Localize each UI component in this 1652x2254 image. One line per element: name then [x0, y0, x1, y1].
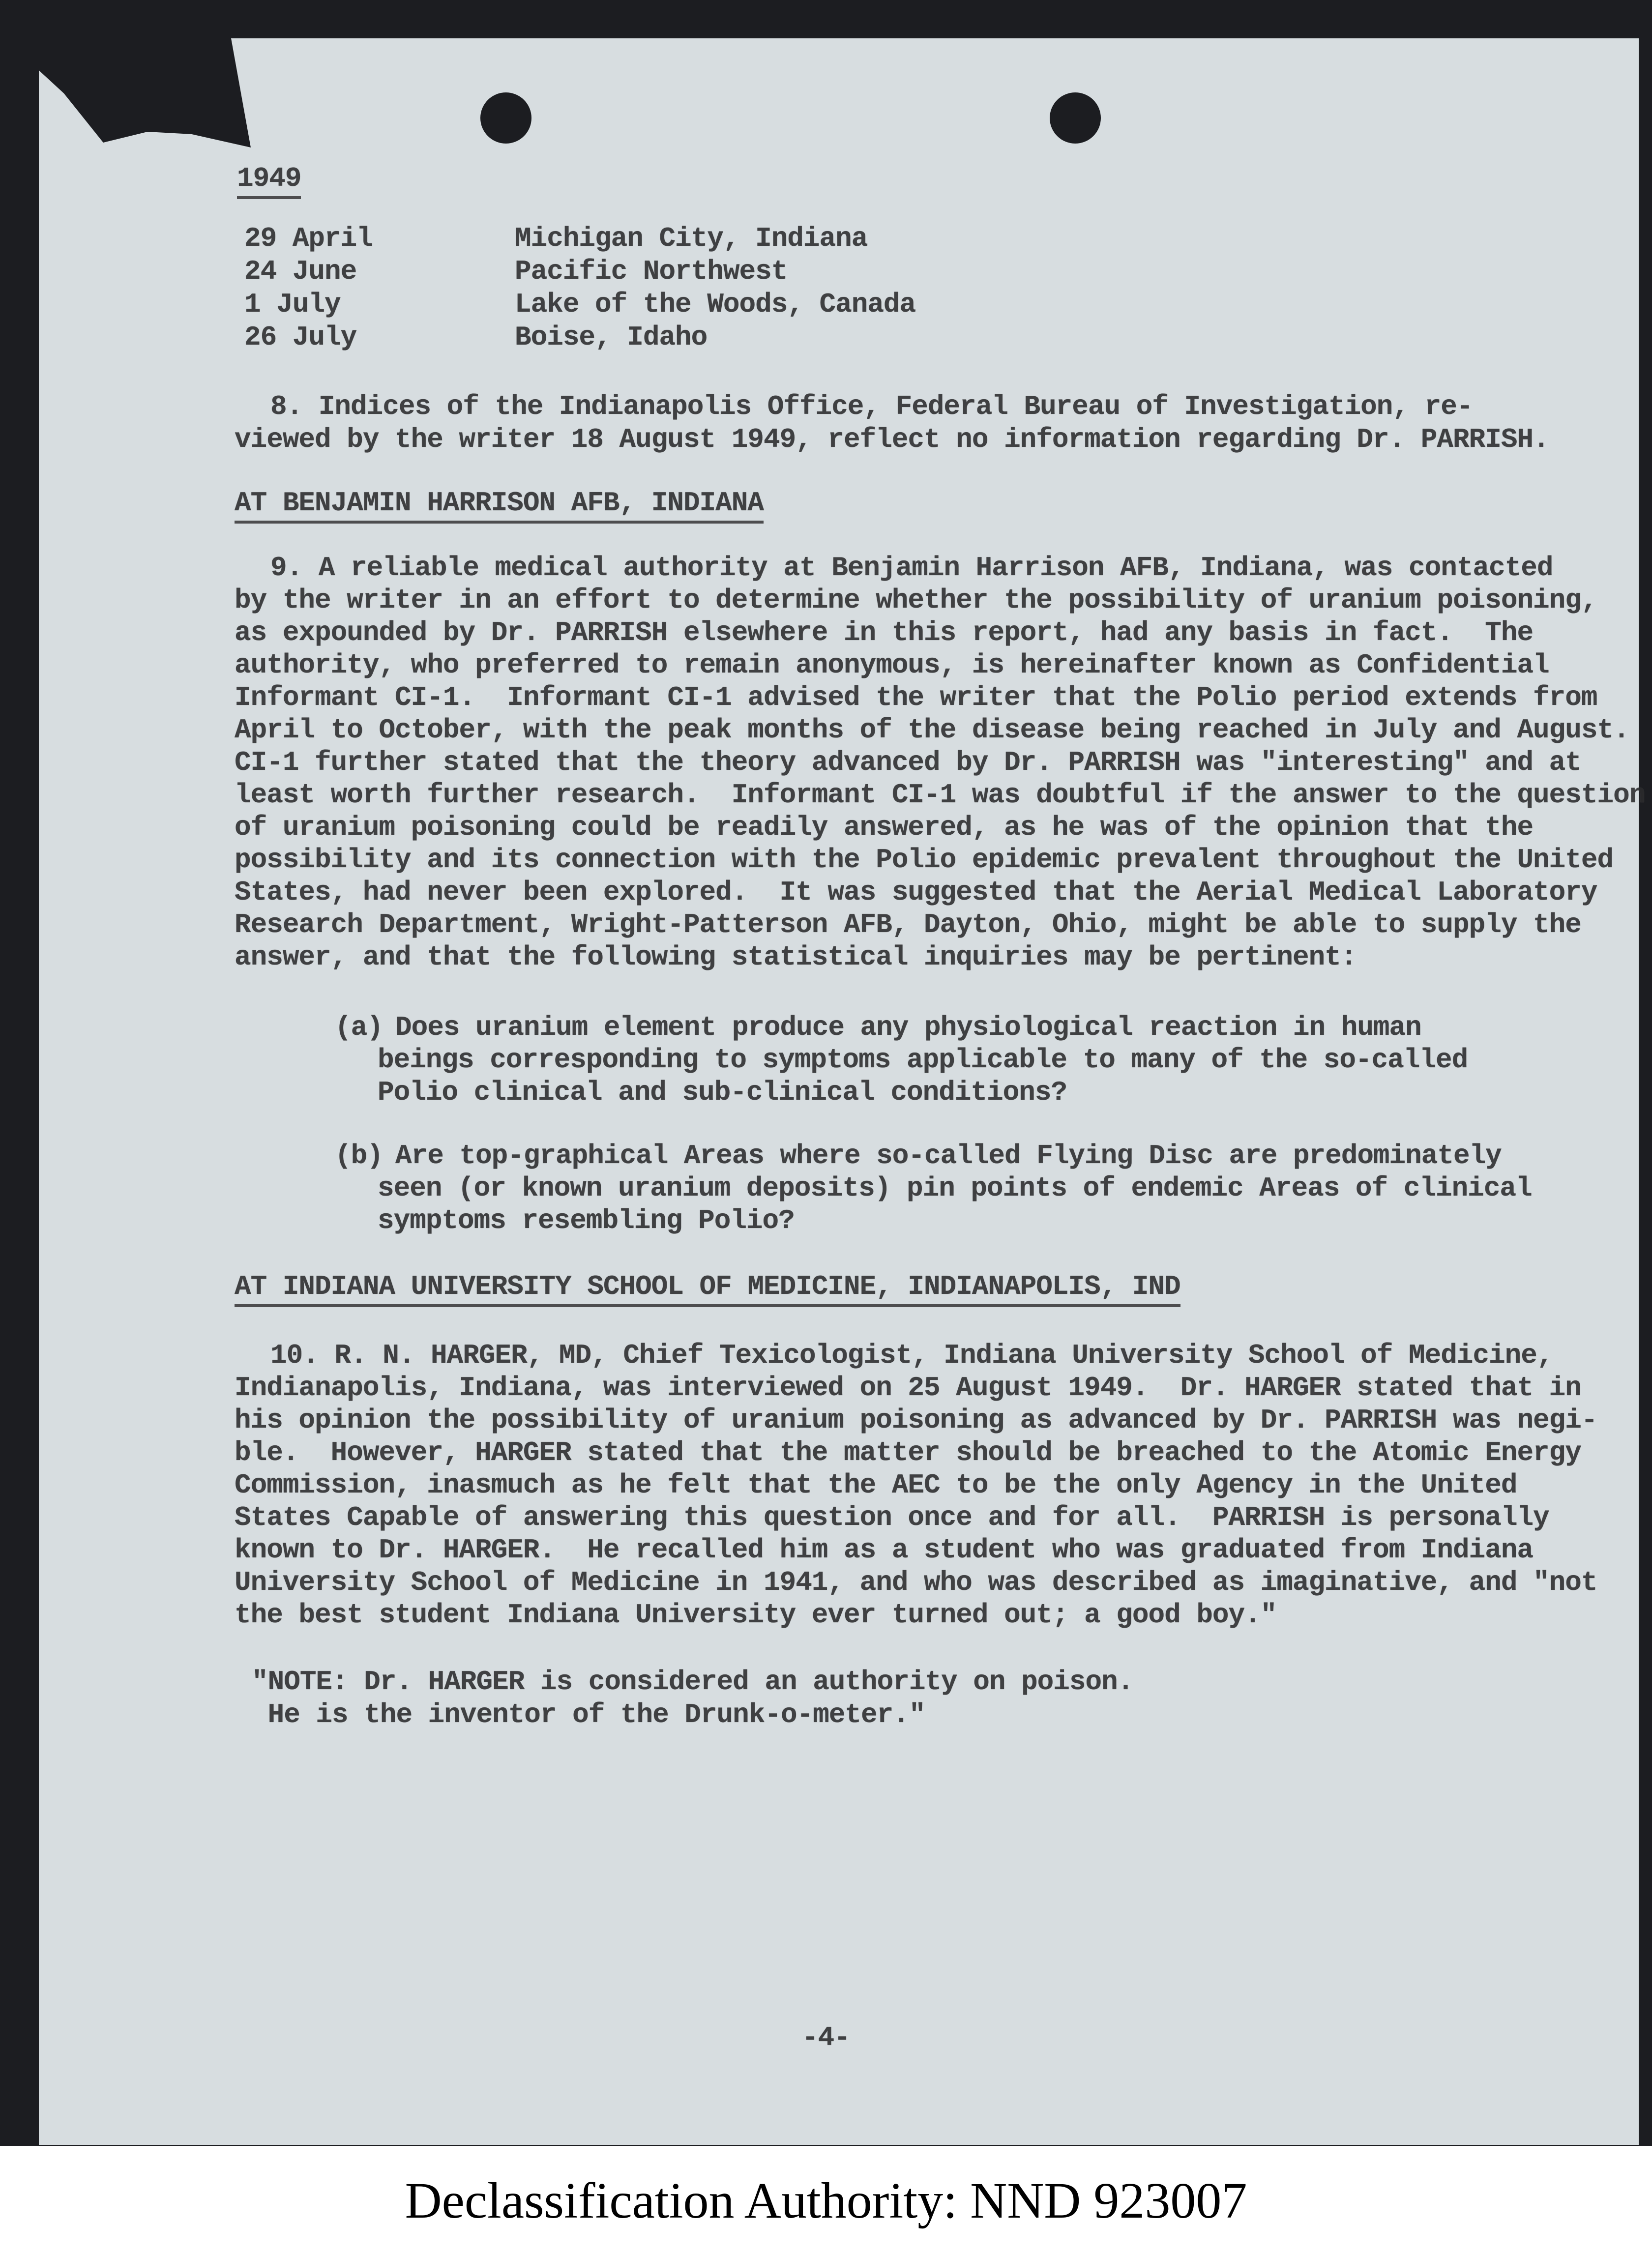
paragraph-9-line: States, had never been explored. It was suggested that the Aerial Medical Laboratory	[235, 877, 1597, 908]
sighting-place: Boise, Idaho	[515, 322, 708, 353]
inquiry-b-label: (b)	[335, 1140, 383, 1171]
inquiry-b-line: symptoms resembling Polio?	[378, 1205, 795, 1236]
inquiry-b-line: seen (or known uranium deposits) pin points of endemic Areas of clinical	[378, 1172, 1532, 1204]
section-heading-indiana-university: AT INDIANA UNIVERSITY SCHOOL OF MEDICINE, INDIANAPOLIS, IND	[235, 1270, 1180, 1307]
paragraph-9-line: by the writer in an effort to determine whether the possibility of uranium poisoning,	[235, 585, 1597, 616]
paragraph-10-line: Commission, inasmuch as he felt that the AEC to be the only Agency in the United	[235, 1469, 1517, 1501]
section-heading-benjamin-harrison: AT BENJAMIN HARRISON AFB, INDIANA	[235, 487, 764, 524]
paragraph-8-line: 8. Indices of the Indianapolis Office, Federal Bureau of Investigation, re-	[270, 391, 1473, 422]
paragraph-10-line: States Capable of answering this question once and for all. PARRISH is personally	[235, 1502, 1549, 1533]
note-line: "NOTE: Dr. HARGER is considered an authority on poison.	[252, 1666, 1134, 1698]
paragraph-9-line: as expounded by Dr. PARRISH elsewhere in this report, had any basis in fact. The	[235, 617, 1534, 648]
sighting-place: Michigan City, Indiana	[515, 223, 868, 254]
sighting-place: Pacific Northwest	[515, 256, 788, 287]
paragraph-10-line: ble. However, HARGER stated that the matter should be breached to the Atomic Energy	[235, 1437, 1581, 1468]
sighting-date: 26 July	[244, 322, 357, 353]
declassification-caption: Declassification Authority: NND 923007	[405, 2172, 1247, 2229]
inquiry-b-line: Are top-graphical Areas where so-called Flying Disc are predominately	[395, 1140, 1502, 1171]
paragraph-10-line: University School of Medicine in 1941, and who was described as imaginative, and "not	[235, 1567, 1597, 1598]
inquiry-a-line: Polio clinical and sub-clinical conditions?	[378, 1077, 1067, 1108]
paragraph-9-line: 9. A reliable medical authority at Benjamin Harrison AFB, Indiana, was contacted	[270, 552, 1553, 584]
paragraph-9-line: April to October, with the peak months of the disease being reached in July and August.	[235, 714, 1629, 746]
sighting-date: 24 June	[244, 256, 357, 287]
punch-hole-right	[1050, 92, 1101, 144]
paragraph-10-line: 10. R. N. HARGER, MD, Chief Texicologist, Indiana University School of Medicine,	[270, 1340, 1553, 1371]
paragraph-9-line: CI-1 further stated that the theory advanced by Dr. PARRISH was "interesting" and at	[235, 747, 1581, 778]
punch-hole-left	[480, 92, 531, 144]
note-line: He is the inventor of the Drunk-o-meter."	[252, 1699, 925, 1730]
paragraph-9-line: Informant CI-1. Informant CI-1 advised the writer that the Polio period extends from	[235, 682, 1597, 713]
paragraph-9-line: possibility and its connection with the Polio epidemic prevalent throughout the United	[235, 844, 1614, 876]
paragraph-9-line: of uranium poisoning could be readily answered, as he was of the opinion that the	[235, 812, 1534, 843]
sighting-date: 1 July	[244, 289, 341, 320]
paragraph-8-line: viewed by the writer 18 August 1949, reflect no information regarding Dr. PARRISH.	[235, 424, 1549, 455]
paragraph-10-line: known to Dr. HARGER. He recalled him as a student who was graduated from Indiana	[235, 1534, 1534, 1566]
page-number: -4-	[802, 2022, 850, 2053]
inquiry-a-line: beings corresponding to symptoms applicable to many of the so-called	[378, 1044, 1468, 1076]
paragraph-9-line: Research Department, Wright-Patterson AFB, Dayton, Ohio, might be able to supply the	[235, 909, 1581, 940]
sighting-date: 29 April	[244, 223, 373, 254]
paragraph-10-line: the best student Indiana University ever turned out; a good boy."	[235, 1599, 1277, 1631]
sighting-place: Lake of the Woods, Canada	[515, 289, 916, 320]
paragraph-10-line: his opinion the possibility of uranium poisoning as advanced by Dr. PARRISH was negi-	[235, 1405, 1597, 1436]
year-heading: 1949	[237, 162, 301, 199]
inquiry-a-line: Does uranium element produce any physiological reaction in human	[395, 1012, 1421, 1043]
caption-band	[0, 2146, 1652, 2254]
paragraph-9-line: answer, and that the following statistical inquiries may be pertinent:	[235, 941, 1357, 973]
paragraph-10-line: Indianapolis, Indiana, was interviewed on 25 August 1949. Dr. HARGER stated that in	[235, 1372, 1581, 1404]
inquiry-a-label: (a)	[335, 1012, 383, 1043]
paragraph-9-line: least worth further research. Informant CI-1 was doubtful if the answer to the question	[235, 779, 1646, 811]
paragraph-9-line: authority, who preferred to remain anonymous, is hereinafter known as Confidential	[235, 649, 1549, 681]
